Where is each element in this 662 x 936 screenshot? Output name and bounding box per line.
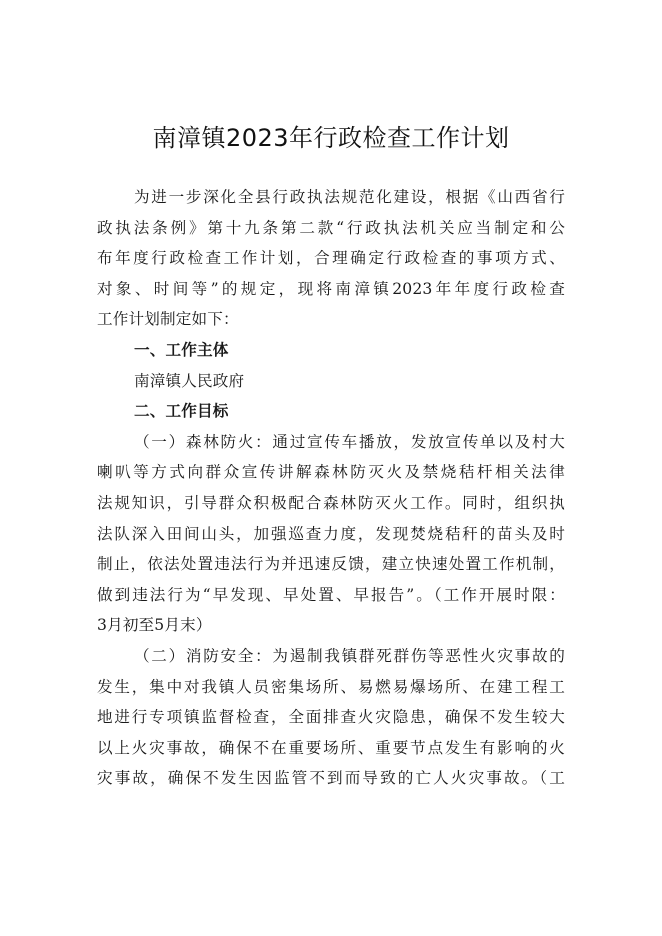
document-body xyxy=(97,182,565,794)
goal-forest-fire-line: 3月初至5月末） xyxy=(97,616,212,635)
goal-forest-fire-line: 法队深入田间山头，加强巡查力度，发现焚烧秸秆的苗头及时 xyxy=(97,524,565,543)
document-title: 南漳镇2023年行政检查工作计划 xyxy=(152,124,510,152)
intro-line: 对象、时间等”的规定，现将南漳镇2023年年度行政检查 xyxy=(97,279,565,298)
section-body-work-subject: 南漳镇人民政府 xyxy=(134,371,245,390)
intro-line: 布年度行政检查工作计划，合理确定行政检查的事项方式、 xyxy=(97,249,565,268)
goal-fire-safety-line: 以上火灾事故，确保不在重要场所、重要节点发生有影响的火 xyxy=(97,738,565,757)
goal-fire-safety-line: 灾事故，确保不发生因监管不到而导致的亡人火灾事故。（工 xyxy=(97,769,565,788)
goal-fire-safety-line: （二）消防安全：为遏制我镇群死群伤等恶性火灾事故的 xyxy=(134,646,565,665)
intro-line: 政执法条例》第十九条第二款“行政执法机关应当制定和公 xyxy=(97,218,565,237)
goal-forest-fire-line: 做到违法行为“早发现、早处置、早报告”。（工作开展时限： xyxy=(97,585,565,604)
intro-line: 为进一步深化全县行政执法规范化建设，根据《山西省行 xyxy=(134,188,565,206)
intro-line: 工作计划制定如下： xyxy=(97,310,239,329)
goal-fire-safety-line: 发生，集中对我镇人员密集场所、易燃易爆场所、在建工程工 xyxy=(97,677,565,696)
goal-forest-fire-line: 法规知识，引导群众积极配合森林防灭火工作。同时，组织执 xyxy=(97,493,565,512)
section-heading-work-subject: 一、工作主体 xyxy=(134,340,229,359)
section-heading-work-goals: 二、工作目标 xyxy=(134,402,229,421)
goal-forest-fire-line: 制止，依法处置违法行为并迅速反馈，建立快速处置工作机制， xyxy=(97,555,565,574)
goal-forest-fire-line: （一）森林防火：通过宣传车播放，发放宣传单以及村大 xyxy=(134,432,565,451)
goal-fire-safety-line: 地进行专项镇监督检查，全面排查火灾隐患，确保不发生较大 xyxy=(97,708,565,727)
goal-forest-fire-line: 喇叭等方式向群众宣传讲解森林防灭火及禁烧秸杆相关法律 xyxy=(97,463,565,482)
